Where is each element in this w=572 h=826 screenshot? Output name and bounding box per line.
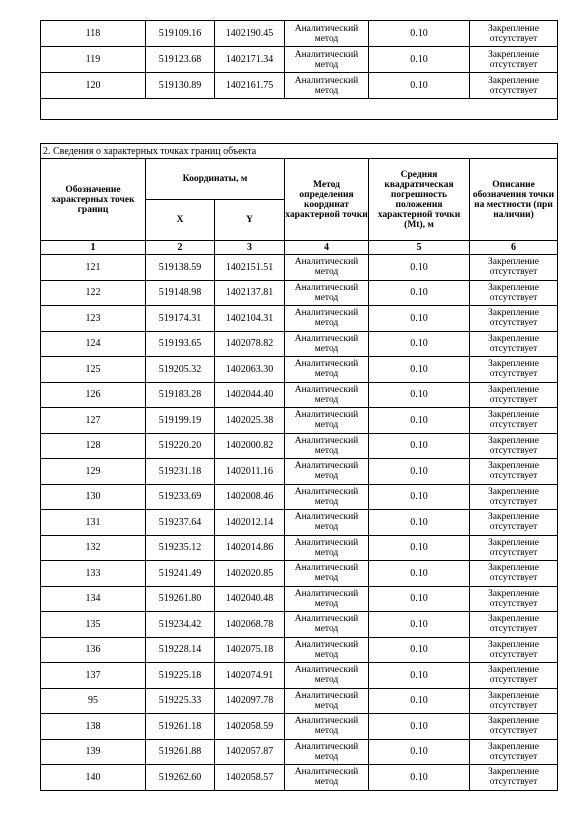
coord-y-cell: 1402014.86 bbox=[215, 535, 285, 561]
description-cell: Закрепление отсутствует bbox=[470, 357, 558, 383]
accuracy-cell: 0.10 bbox=[369, 739, 470, 765]
coord-y-cell: 1402097.78 bbox=[215, 688, 285, 714]
header-method: Метод определения координат характерной точки bbox=[285, 159, 369, 241]
header-description: Описание обозначения точки на местности (при наличии) bbox=[470, 159, 558, 241]
column-number: 6 bbox=[470, 241, 558, 255]
method-cell: Аналитический метод bbox=[285, 306, 369, 332]
description-cell: Закрепление отсутствует bbox=[470, 21, 558, 47]
coord-x-cell: 519234.42 bbox=[146, 612, 215, 638]
accuracy-cell: 0.10 bbox=[369, 433, 470, 459]
description-cell: Закрепление отсутствует bbox=[470, 535, 558, 561]
coord-x-cell: 519199.19 bbox=[146, 408, 215, 434]
column-number: 4 bbox=[285, 241, 369, 255]
table-row bbox=[41, 73, 558, 99]
table-row bbox=[41, 765, 558, 791]
method-cell: Аналитический метод bbox=[285, 255, 369, 281]
description-cell: Закрепление отсутствует bbox=[470, 637, 558, 663]
coord-y-cell: 1402171.34 bbox=[215, 47, 285, 73]
accuracy-cell: 0.10 bbox=[369, 637, 470, 663]
description-cell: Закрепление отсутствует bbox=[470, 331, 558, 357]
point-id-cell: 134 bbox=[41, 586, 146, 612]
coord-y-cell: 1402000.82 bbox=[215, 433, 285, 459]
method-cell: Аналитический метод bbox=[285, 535, 369, 561]
header-coordinates: Координаты, м bbox=[146, 159, 285, 200]
method-cell: Аналитический метод bbox=[285, 433, 369, 459]
coord-x-cell: 519138.59 bbox=[146, 255, 215, 281]
point-id-cell: 119 bbox=[41, 47, 146, 73]
point-id-cell: 127 bbox=[41, 408, 146, 434]
table-row bbox=[41, 306, 558, 332]
point-id-cell: 128 bbox=[41, 433, 146, 459]
accuracy-cell: 0.10 bbox=[369, 510, 470, 536]
description-cell: Закрепление отсутствует bbox=[470, 688, 558, 714]
coord-y-cell: 1402151.51 bbox=[215, 255, 285, 281]
boundary-points-table bbox=[40, 143, 558, 791]
column-number: 3 bbox=[215, 241, 285, 255]
coord-x-cell: 519262.60 bbox=[146, 765, 215, 791]
description-cell: Закрепление отсутствует bbox=[470, 714, 558, 740]
coord-x-cell: 519109.16 bbox=[146, 21, 215, 47]
point-id-cell: 136 bbox=[41, 637, 146, 663]
point-id-cell: 139 bbox=[41, 739, 146, 765]
point-id-cell: 126 bbox=[41, 382, 146, 408]
description-cell: Закрепление отсутствует bbox=[470, 561, 558, 587]
accuracy-cell: 0.10 bbox=[369, 561, 470, 587]
coord-y-cell: 1402190.45 bbox=[215, 21, 285, 47]
method-cell: Аналитический метод bbox=[285, 586, 369, 612]
table-row bbox=[41, 21, 558, 47]
method-cell: Аналитический метод bbox=[285, 688, 369, 714]
coord-y-cell: 1402040.48 bbox=[215, 586, 285, 612]
coord-y-cell: 1402078.82 bbox=[215, 331, 285, 357]
coord-x-cell: 519193.65 bbox=[146, 331, 215, 357]
point-id-cell: 95 bbox=[41, 688, 146, 714]
method-cell: Аналитический метод bbox=[285, 739, 369, 765]
coord-x-cell: 519241.49 bbox=[146, 561, 215, 587]
table-row bbox=[41, 331, 558, 357]
accuracy-cell: 0.10 bbox=[369, 331, 470, 357]
coord-x-cell: 519130.89 bbox=[146, 73, 215, 99]
description-cell: Закрепление отсутствует bbox=[470, 255, 558, 281]
method-cell: Аналитический метод bbox=[285, 47, 369, 73]
description-cell: Закрепление отсутствует bbox=[470, 408, 558, 434]
accuracy-cell: 0.10 bbox=[369, 255, 470, 281]
coord-x-cell: 519205.32 bbox=[146, 357, 215, 383]
point-id-cell: 123 bbox=[41, 306, 146, 332]
column-number: 5 bbox=[369, 241, 470, 255]
header-x: X bbox=[146, 200, 215, 241]
method-cell: Аналитический метод bbox=[285, 73, 369, 99]
coord-y-cell: 1402068.78 bbox=[215, 612, 285, 638]
coord-y-cell: 1402074.91 bbox=[215, 663, 285, 689]
coord-x-cell: 519261.88 bbox=[146, 739, 215, 765]
point-id-cell: 132 bbox=[41, 535, 146, 561]
table-row bbox=[41, 357, 558, 383]
coord-x-cell: 519123.68 bbox=[146, 47, 215, 73]
table-row bbox=[41, 510, 558, 536]
section-title: 2. Сведения о характерных точках границ объекта bbox=[41, 144, 558, 159]
method-cell: Аналитический метод bbox=[285, 331, 369, 357]
table-row bbox=[41, 637, 558, 663]
top-points-table bbox=[40, 20, 558, 120]
point-id-cell: 120 bbox=[41, 73, 146, 99]
column-number: 1 bbox=[41, 241, 146, 255]
coord-y-cell: 1402011.16 bbox=[215, 459, 285, 485]
coord-x-cell: 519237.64 bbox=[146, 510, 215, 536]
coord-y-cell: 1402008.46 bbox=[215, 484, 285, 510]
method-cell: Аналитический метод bbox=[285, 280, 369, 306]
table-row bbox=[41, 535, 558, 561]
method-cell: Аналитический метод bbox=[285, 382, 369, 408]
coord-y-cell: 1402020.85 bbox=[215, 561, 285, 587]
table-row bbox=[41, 47, 558, 73]
coord-y-cell: 1402161.75 bbox=[215, 73, 285, 99]
method-cell: Аналитический метод bbox=[285, 21, 369, 47]
table-row bbox=[41, 255, 558, 281]
accuracy-cell: 0.10 bbox=[369, 586, 470, 612]
coord-x-cell: 519261.18 bbox=[146, 714, 215, 740]
description-cell: Закрепление отсутствует bbox=[470, 459, 558, 485]
coord-y-cell: 1402012.14 bbox=[215, 510, 285, 536]
description-cell: Закрепление отсутствует bbox=[470, 765, 558, 791]
table-row bbox=[41, 688, 558, 714]
point-id-cell: 125 bbox=[41, 357, 146, 383]
point-id-cell: 129 bbox=[41, 459, 146, 485]
method-cell: Аналитический метод bbox=[285, 561, 369, 587]
table-row bbox=[41, 663, 558, 689]
description-cell: Закрепление отсутствует bbox=[470, 612, 558, 638]
point-id-cell: 135 bbox=[41, 612, 146, 638]
description-cell: Закрепление отсутствует bbox=[470, 47, 558, 73]
table-row bbox=[41, 484, 558, 510]
point-id-cell: 122 bbox=[41, 280, 146, 306]
accuracy-cell: 0.10 bbox=[369, 459, 470, 485]
accuracy-cell: 0.10 bbox=[369, 765, 470, 791]
table-row bbox=[41, 433, 558, 459]
coord-y-cell: 1402044.40 bbox=[215, 382, 285, 408]
point-id-cell: 137 bbox=[41, 663, 146, 689]
column-number: 2 bbox=[146, 241, 215, 255]
coord-x-cell: 519225.33 bbox=[146, 688, 215, 714]
coord-x-cell: 519174.31 bbox=[146, 306, 215, 332]
description-cell: Закрепление отсутствует bbox=[470, 306, 558, 332]
accuracy-cell: 0.10 bbox=[369, 280, 470, 306]
coord-x-cell: 519148.98 bbox=[146, 280, 215, 306]
table-row bbox=[41, 586, 558, 612]
accuracy-cell: 0.10 bbox=[369, 535, 470, 561]
description-cell: Закрепление отсутствует bbox=[470, 484, 558, 510]
point-id-cell: 140 bbox=[41, 765, 146, 791]
table-row bbox=[41, 739, 558, 765]
accuracy-cell: 0.10 bbox=[369, 306, 470, 332]
method-cell: Аналитический метод bbox=[285, 408, 369, 434]
accuracy-cell: 0.10 bbox=[369, 663, 470, 689]
method-cell: Аналитический метод bbox=[285, 612, 369, 638]
coord-y-cell: 1402075.18 bbox=[215, 637, 285, 663]
method-cell: Аналитический метод bbox=[285, 510, 369, 536]
coord-y-cell: 1402058.59 bbox=[215, 714, 285, 740]
table-row bbox=[41, 382, 558, 408]
coord-x-cell: 519231.18 bbox=[146, 459, 215, 485]
coord-y-cell: 1402063.30 bbox=[215, 357, 285, 383]
coord-x-cell: 519225.18 bbox=[146, 663, 215, 689]
description-cell: Закрепление отсутствует bbox=[470, 739, 558, 765]
method-cell: Аналитический метод bbox=[285, 714, 369, 740]
header-accuracy: Средняя квадратическая погрешность положения характерной точки (Mt), м bbox=[369, 159, 470, 241]
method-cell: Аналитический метод bbox=[285, 765, 369, 791]
accuracy-cell: 0.10 bbox=[369, 73, 470, 99]
boundary-points-body bbox=[41, 255, 558, 791]
description-cell: Закрепление отсутствует bbox=[470, 433, 558, 459]
method-cell: Аналитический метод bbox=[285, 484, 369, 510]
accuracy-cell: 0.10 bbox=[369, 357, 470, 383]
blank-row bbox=[41, 99, 558, 120]
table-row bbox=[41, 612, 558, 638]
method-cell: Аналитический метод bbox=[285, 459, 369, 485]
point-id-cell: 118 bbox=[41, 21, 146, 47]
description-cell: Закрепление отсутствует bbox=[470, 382, 558, 408]
coord-y-cell: 1402025.38 bbox=[215, 408, 285, 434]
coord-x-cell: 519220.20 bbox=[146, 433, 215, 459]
method-cell: Аналитический метод bbox=[285, 357, 369, 383]
coord-x-cell: 519233.69 bbox=[146, 484, 215, 510]
header-y: Y bbox=[215, 200, 285, 241]
accuracy-cell: 0.10 bbox=[369, 612, 470, 638]
accuracy-cell: 0.10 bbox=[369, 408, 470, 434]
table-row bbox=[41, 408, 558, 434]
coord-y-cell: 1402137.81 bbox=[215, 280, 285, 306]
method-cell: Аналитический метод bbox=[285, 663, 369, 689]
coord-x-cell: 519228.14 bbox=[146, 637, 215, 663]
description-cell: Закрепление отсутствует bbox=[470, 73, 558, 99]
point-id-cell: 130 bbox=[41, 484, 146, 510]
description-cell: Закрепление отсутствует bbox=[470, 510, 558, 536]
accuracy-cell: 0.10 bbox=[369, 714, 470, 740]
coord-y-cell: 1402057.87 bbox=[215, 739, 285, 765]
table-row bbox=[41, 280, 558, 306]
description-cell: Закрепление отсутствует bbox=[470, 280, 558, 306]
description-cell: Закрепление отсутствует bbox=[470, 663, 558, 689]
accuracy-cell: 0.10 bbox=[369, 688, 470, 714]
coord-x-cell: 519183.28 bbox=[146, 382, 215, 408]
accuracy-cell: 0.10 bbox=[369, 382, 470, 408]
header-designation: Обозначение характерных точек границ bbox=[41, 159, 146, 241]
top-points-body bbox=[41, 21, 558, 99]
coord-x-cell: 519261.80 bbox=[146, 586, 215, 612]
accuracy-cell: 0.10 bbox=[369, 21, 470, 47]
point-id-cell: 121 bbox=[41, 255, 146, 281]
description-cell: Закрепление отсутствует bbox=[470, 586, 558, 612]
coord-x-cell: 519235.12 bbox=[146, 535, 215, 561]
point-id-cell: 133 bbox=[41, 561, 146, 587]
table-row bbox=[41, 561, 558, 587]
accuracy-cell: 0.10 bbox=[369, 47, 470, 73]
accuracy-cell: 0.10 bbox=[369, 484, 470, 510]
blank-cell bbox=[41, 99, 558, 120]
point-id-cell: 124 bbox=[41, 331, 146, 357]
table-row bbox=[41, 459, 558, 485]
method-cell: Аналитический метод bbox=[285, 637, 369, 663]
point-id-cell: 138 bbox=[41, 714, 146, 740]
table-row bbox=[41, 714, 558, 740]
point-id-cell: 131 bbox=[41, 510, 146, 536]
coord-y-cell: 1402104.31 bbox=[215, 306, 285, 332]
coord-y-cell: 1402058.57 bbox=[215, 765, 285, 791]
